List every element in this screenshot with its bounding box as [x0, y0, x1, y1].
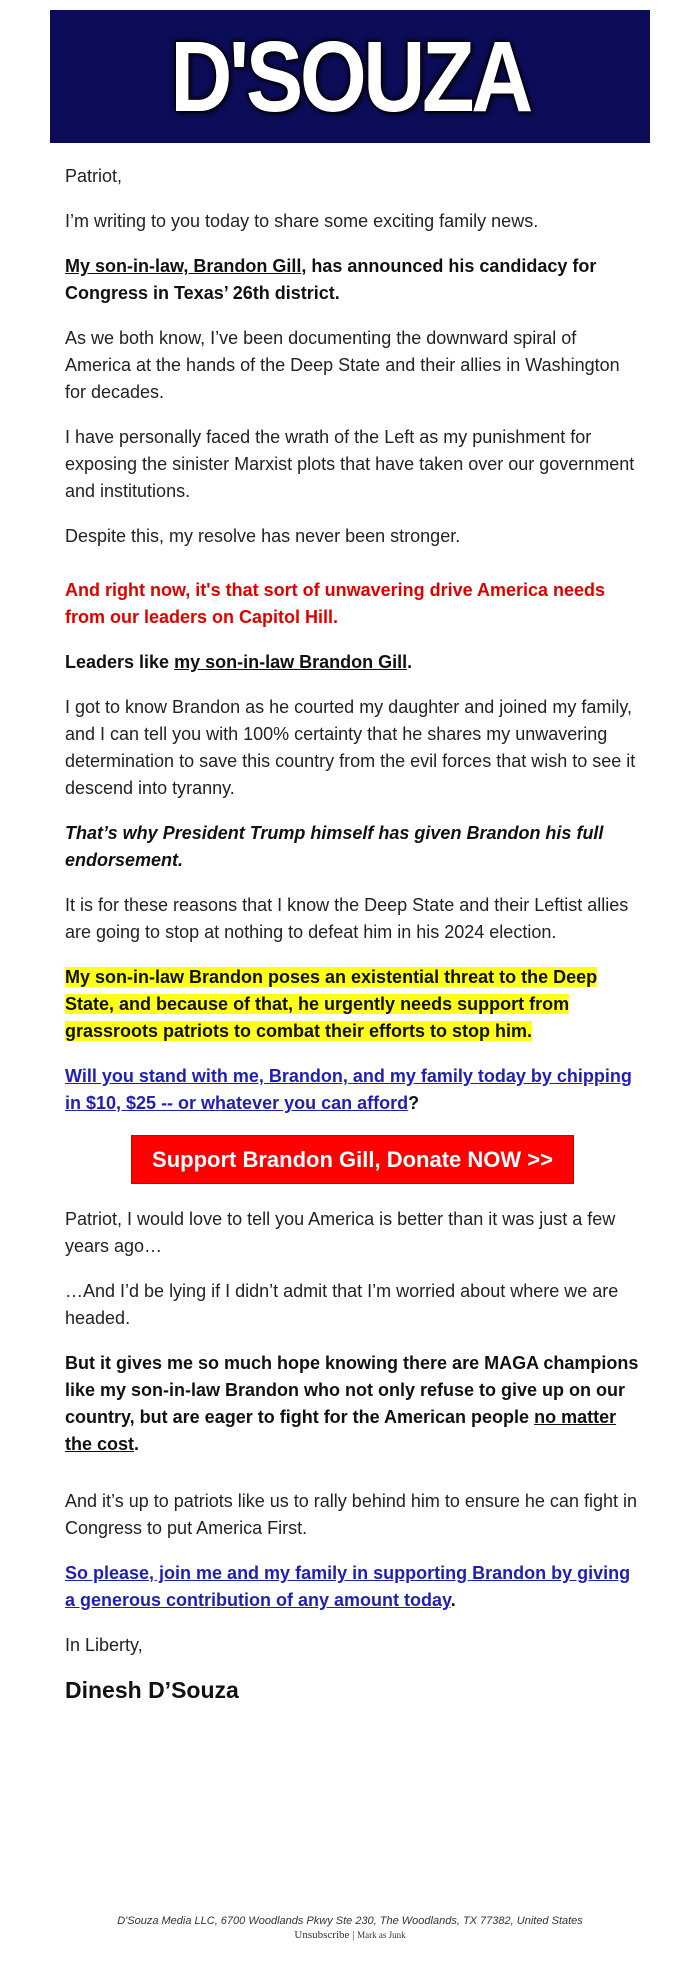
paragraph-chip-in: Will you stand with me, Brandon, and my family today by chipping in $10, $25 -- or whatever you can afford?: [65, 1066, 632, 1113]
no-matter-the-cost: no matter the cost: [65, 1407, 617, 1454]
paragraph-courted: I got to know Brandon as he courted my daughter and joined my family, and I can tell you with 100% certainty that he shares my unwavering determination to save this country from the evil forces that wish to see it descend into tyranny.: [65, 697, 636, 798]
highlighted-text: My son-in-law Brandon poses an existential threat to the Deep State, and because of that, he urgently needs support from grassroots patriots to combat their efforts to stop him.: [65, 967, 598, 1041]
paragraph-hope: But it gives me so much hope knowing there are MAGA champions like my son-in-law Brandon who not only refuse to give up on our country, but are eager to fight for the American people no matter the cost.: [65, 1353, 639, 1454]
paragraph-reasons: It is for these reasons that I know the Deep State and their Leftist allies are going to stop at nothing to defeat him in his 2024 election.: [65, 895, 629, 942]
paragraph-intro: I’m writing to you today to share some exciting family news.: [65, 211, 539, 231]
header-banner: [50, 10, 650, 143]
paragraph-worried: …And I’d be lying if I didn’t admit that I’m worried about where we are headed.: [65, 1281, 619, 1328]
paragraph-announcement: My son-in-law, Brandon Gill, has announced his candidacy for Congress in Texas’ 26th district.: [65, 256, 597, 303]
paragraph-documenting: As we both know, I’ve been documenting the downward spiral of America at the hands of the Deep State and their allies in Washington for decades.: [65, 328, 620, 402]
paragraph-endorsement: That’s why President Trump himself has given Brandon his full endorsement.: [65, 823, 604, 870]
brandon-gill-link[interactable]: My son-in-law, Brandon Gill: [65, 256, 302, 276]
chip-in-link[interactable]: Will you stand with me, Brandon, and my family today by chipping in $10, $25 -- or whatever you can afford: [65, 1066, 632, 1113]
footer: [0, 1915, 700, 1941]
paragraph-better: Patriot, I would love to tell you America is better than it was just a few years ago…: [65, 1209, 616, 1256]
paragraph-wrath: I have personally faced the wrath of the Left as my punishment for exposing the sinister Marxist plots that have taken over our government and institutions.: [65, 427, 635, 501]
greeting: Patriot,: [65, 166, 123, 186]
unsubscribe-link[interactable]: Unsubscribe: [294, 1929, 350, 1941]
contribute-link[interactable]: So please, join me and my family in supporting Brandon by giving a generous contribution of any amount today: [65, 1563, 631, 1610]
donate-button-wrap: [65, 1135, 640, 1184]
footer-address: D'Souza Media LLC, 6700 Woodlands Pkwy Ste 230, The Woodlands, TX 77382, United States: [117, 1915, 583, 1927]
paragraph-resolve: Despite this, my resolve has never been stronger.: [65, 526, 461, 546]
signature: Dinesh D’Souza: [65, 1677, 239, 1703]
son-in-law-link[interactable]: my son-in-law Brandon Gill: [174, 652, 408, 672]
letter-body: [65, 163, 640, 1704]
donate-button[interactable]: Support Brandon Gill, Donate NOW >>: [131, 1135, 574, 1184]
paragraph-rally: And it’s up to patriots like us to rally behind him to ensure he can fight in Congress to put America First.: [65, 1491, 637, 1538]
paragraph-join: So please, join me and my family in supporting Brandon by giving a generous contribution of any amount today.: [65, 1563, 631, 1610]
dsouza-logo: D'SOUZA: [170, 20, 530, 133]
paragraph-red-callout: And right now, it's that sort of unwavering drive America needs from our leaders on Capitol Hill.: [65, 580, 606, 627]
closing: In Liberty,: [65, 1635, 143, 1655]
footer-separator: |: [349, 1929, 358, 1941]
paragraph-leaders: Leaders like my son-in-law Brandon Gill.: [65, 652, 413, 672]
footer-links: [0, 1929, 700, 1941]
paragraph-highlight: [65, 964, 640, 1045]
mark-as-junk-link[interactable]: Mark as Junk: [357, 1930, 406, 1940]
